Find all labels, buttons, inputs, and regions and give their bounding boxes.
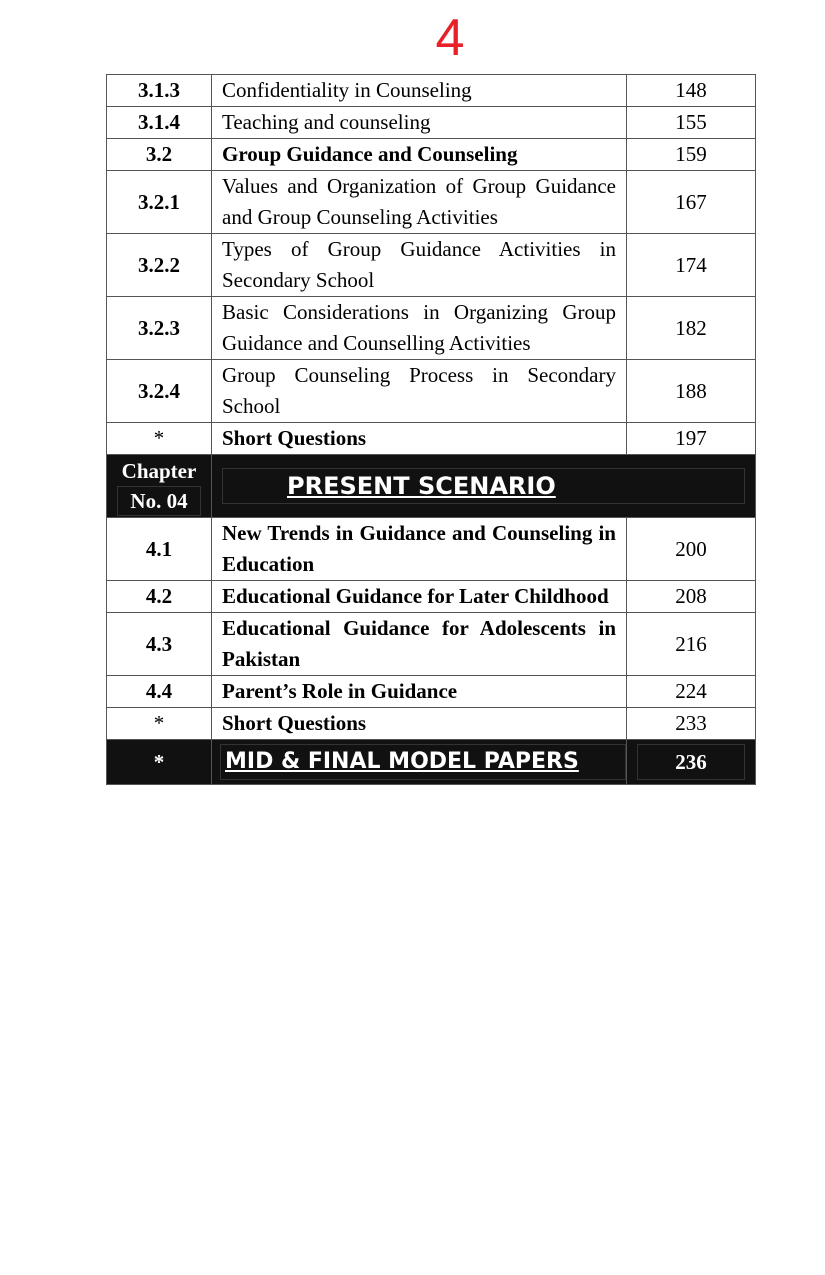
section-number: 3.2.2 — [107, 234, 212, 297]
table-row — [107, 234, 756, 297]
chapter-heading: PRESENT SCENARIO — [222, 468, 745, 504]
section-number: 4.2 — [107, 581, 212, 613]
table-row — [107, 75, 756, 107]
page-ref: 200 — [627, 518, 756, 581]
page-ref: 159 — [627, 139, 756, 171]
page-ref: 197 — [627, 423, 756, 455]
table-row — [107, 360, 756, 423]
table-of-contents — [106, 74, 756, 785]
chapter-label — [107, 455, 212, 518]
page-ref: 216 — [627, 613, 756, 676]
final-page-cell — [627, 740, 756, 785]
final-page-ref: 236 — [637, 744, 745, 780]
page-ref: 208 — [627, 581, 756, 613]
chapter-header-row — [107, 455, 756, 518]
table-row — [107, 423, 756, 455]
section-number: * — [107, 708, 212, 740]
page-ref: 148 — [627, 75, 756, 107]
section-title: Teaching and counseling — [212, 107, 627, 139]
page-number: 4 — [435, 9, 465, 67]
final-papers-row — [107, 740, 756, 785]
section-title: Parent’s Role in Guidance — [212, 676, 627, 708]
table-row — [107, 139, 756, 171]
section-number: 3.1.3 — [107, 75, 212, 107]
section-number: 4.4 — [107, 676, 212, 708]
table-row — [107, 171, 756, 234]
section-number: 3.2.4 — [107, 360, 212, 423]
page-ref: 224 — [627, 676, 756, 708]
final-title: MID & FINAL MODEL PAPERS — [220, 744, 626, 780]
section-title: Group Guidance and Counseling — [212, 139, 627, 171]
section-number: 4.1 — [107, 518, 212, 581]
final-title-cell — [212, 740, 627, 785]
page-ref: 167 — [627, 171, 756, 234]
section-title: Types of Group Guidance Activities in Secondary School — [212, 234, 627, 297]
section-number: 3.1.4 — [107, 107, 212, 139]
chapter-heading-cell — [212, 455, 756, 518]
section-number: 3.2.1 — [107, 171, 212, 234]
page-ref: 233 — [627, 708, 756, 740]
section-number: 3.2 — [107, 139, 212, 171]
section-number: * — [107, 423, 212, 455]
chapter-label-line2: No. 04 — [117, 486, 201, 516]
page-ref: 182 — [627, 297, 756, 360]
final-marker: * — [107, 740, 212, 785]
table-row — [107, 613, 756, 676]
table-row — [107, 107, 756, 139]
section-title: Basic Considerations in Organizing Group Guidance and Counselling Activities — [212, 297, 627, 360]
table-row — [107, 581, 756, 613]
table-row — [107, 297, 756, 360]
section-title: Educational Guidance for Later Childhood — [212, 581, 627, 613]
table-row — [107, 676, 756, 708]
page-ref: 155 — [627, 107, 756, 139]
chapter-label-line1: Chapter — [121, 459, 197, 483]
page-ref: 174 — [627, 234, 756, 297]
section-title: Educational Guidance for Adolescents in Pakistan — [212, 613, 627, 676]
table-row — [107, 518, 756, 581]
section-title: Short Questions — [212, 423, 627, 455]
section-title: Group Counseling Process in Secondary School — [212, 360, 627, 423]
page-ref: 188 — [627, 360, 756, 423]
section-title: Values and Organization of Group Guidance and Group Counseling Activities — [212, 171, 627, 234]
section-number: 4.3 — [107, 613, 212, 676]
section-title: Short Questions — [212, 708, 627, 740]
section-title: Confidentiality in Counseling — [212, 75, 627, 107]
table-row — [107, 708, 756, 740]
section-number: 3.2.3 — [107, 297, 212, 360]
section-title: New Trends in Guidance and Counseling in Education — [212, 518, 627, 581]
